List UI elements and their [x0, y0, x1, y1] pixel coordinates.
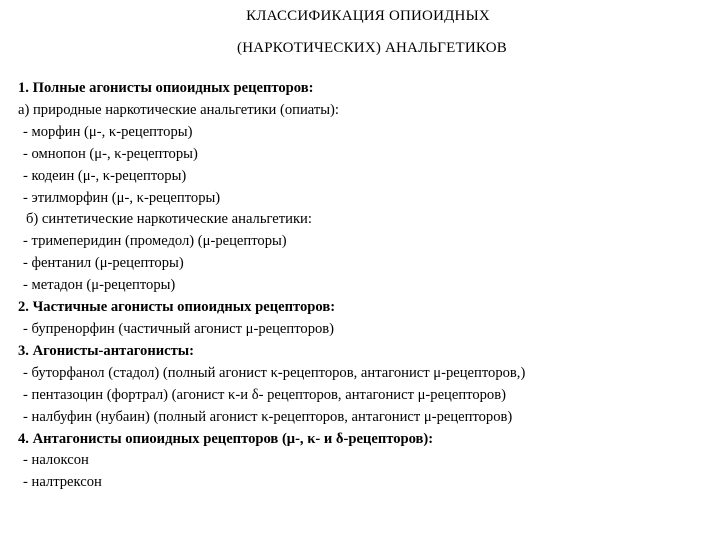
list-item: - налбуфин (нубаин) (полный агонист κ-рецепторов, антагонист μ-рецепторов): [23, 408, 513, 425]
list-item: - бупренорфин (частичный агонист μ-рецепторов): [23, 320, 335, 337]
list-item: - тримеперидин (промедол) (μ-рецепторы): [23, 233, 287, 250]
list-item: - кодеин (μ-, κ-рецепторы): [23, 167, 187, 184]
section-heading-antagonists: 4. Антагонисты опиоидных рецепторов (μ-, κ- и δ-рецепторов):: [18, 430, 434, 447]
section-heading-full-agonists: 1. Полные агонисты опиоидных рецепторов:: [18, 80, 314, 96]
list-item: - буторфанол (стадол) (полный агонист κ-рецепторов, антагонист μ-рецепторов,): [23, 364, 526, 381]
title-line-2: (НАРКОТИЧЕСКИХ) АНАЛЬГЕТИКОВ: [237, 40, 507, 56]
section-heading-agonists-antagonists: 3. Агонисты-антагонисты:: [18, 342, 195, 359]
section-heading-partial-agonists: 2. Частичные агонисты опиоидных рецепторов:: [18, 299, 336, 316]
list-item: - этилморфин (μ-, κ-рецепторы): [23, 189, 221, 206]
list-item: - налтрексон: [23, 474, 102, 491]
list-item: - налоксон: [23, 452, 89, 469]
subsection-natural-opiates: а) природные наркотические анальгетики (опиаты):: [18, 101, 339, 118]
list-item: - омнопон (μ-, κ-рецепторы): [23, 145, 198, 162]
list-item: - пентазоцин (фортрал) (агонист κ-и δ- рецепторов, антагонист μ-рецепторов): [23, 386, 506, 403]
list-item: - морфин (μ-, κ-рецепторы): [23, 123, 193, 140]
list-item: - фентанил (μ-рецепторы): [23, 255, 184, 272]
subsection-synthetic-analgesics: б) синтетические наркотические анальгетики:: [26, 211, 312, 228]
title-line-1: КЛАССИФИКАЦИЯ ОПИОИДНЫХ: [246, 8, 490, 24]
list-item: - метадон (μ-рецепторы): [23, 277, 176, 294]
classification-list: [18, 78, 708, 494]
